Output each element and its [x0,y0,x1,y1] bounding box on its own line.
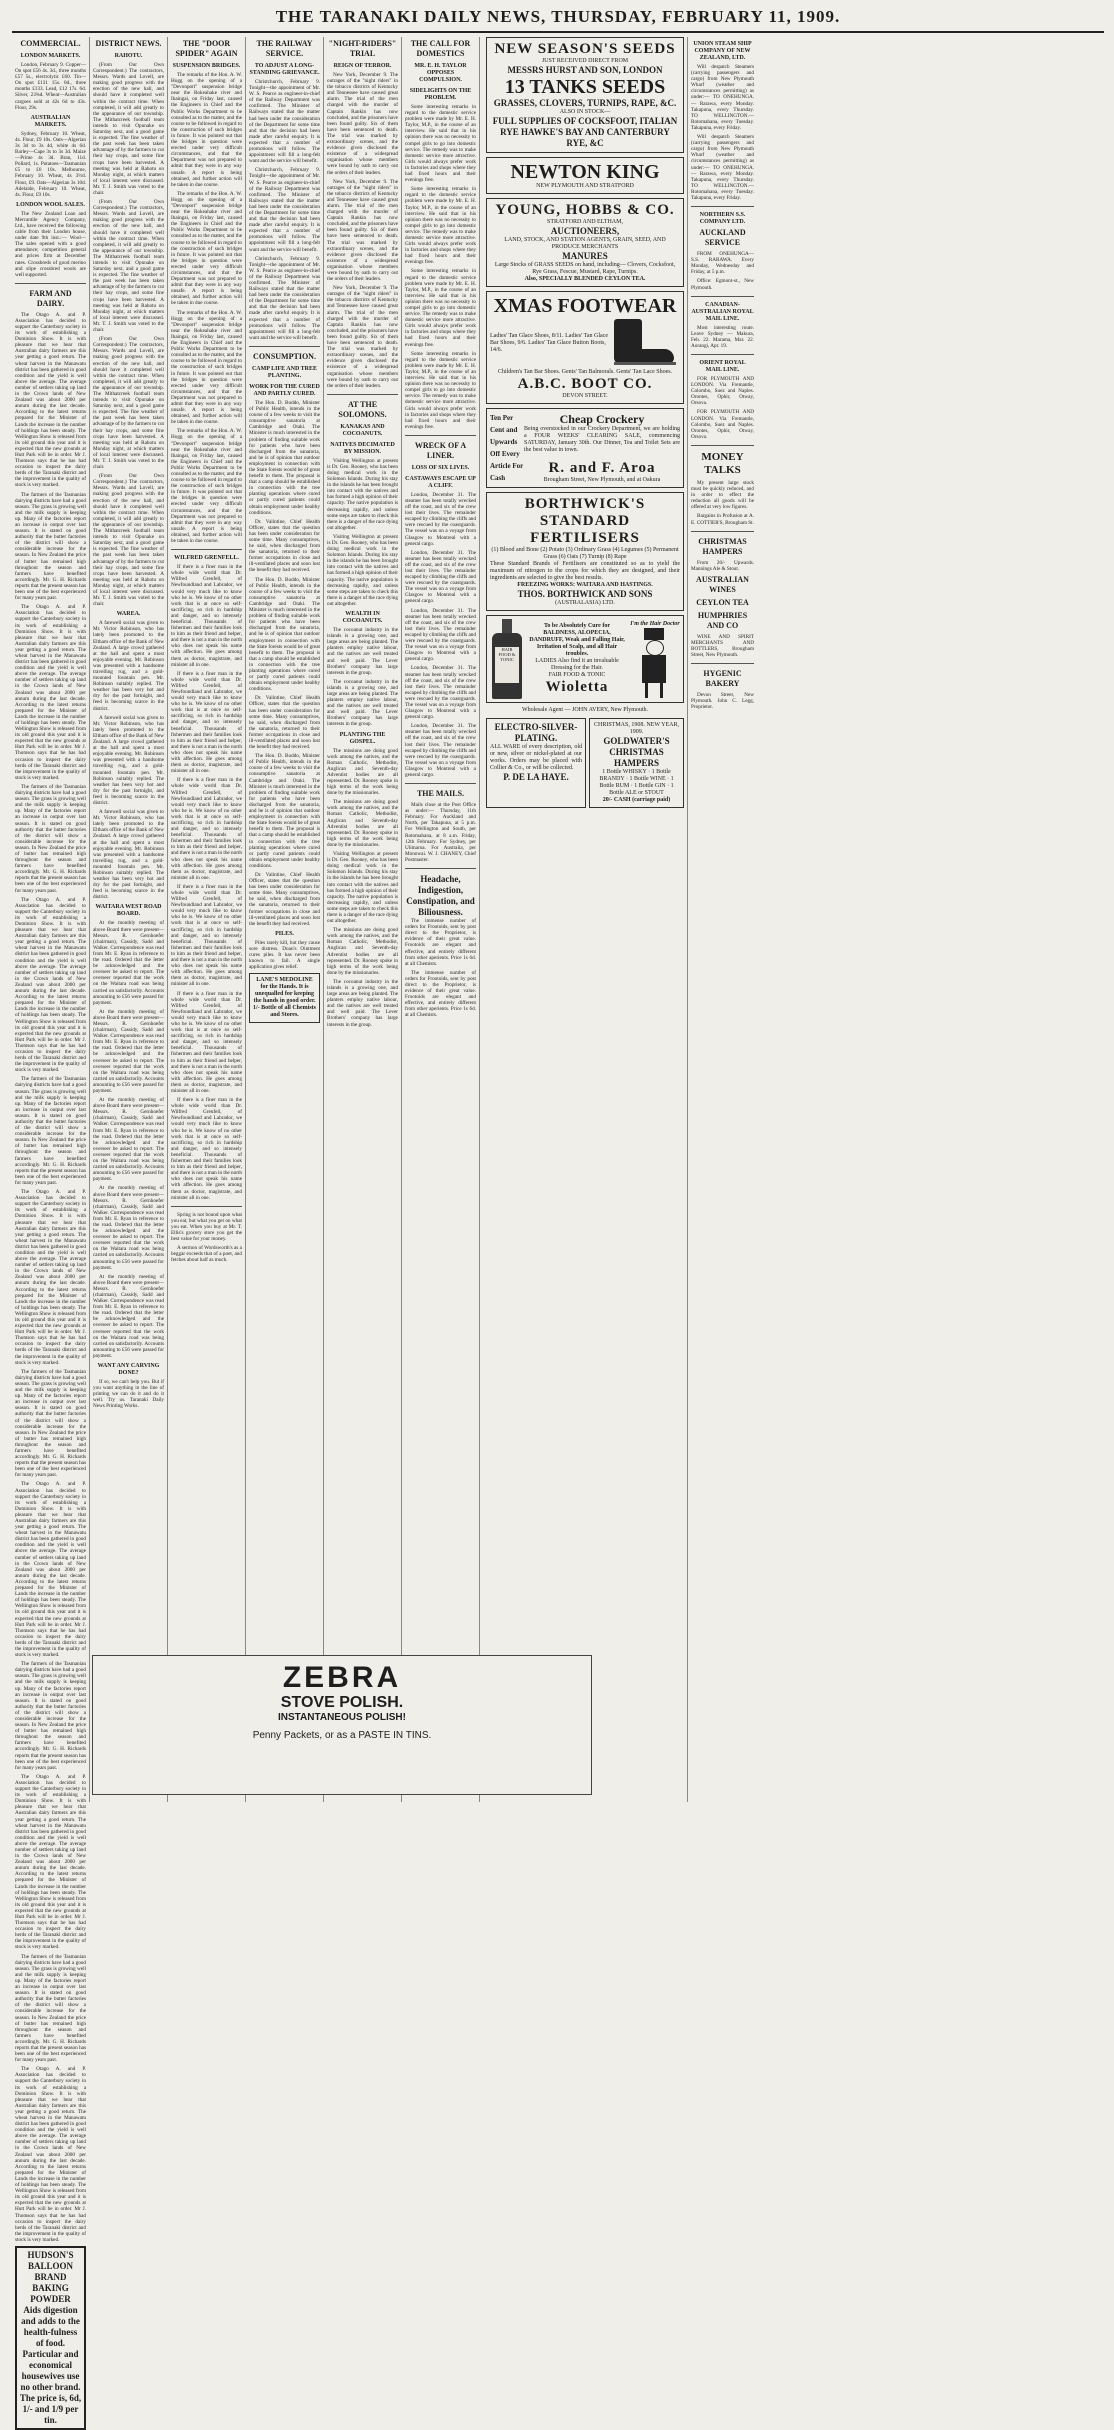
headline: WRECK OF A LINER. [414,440,467,460]
headline: DISTRICT NEWS. [95,39,162,48]
subhead: LOSS OF SIX LIVES. [411,464,470,471]
article-text: At the monthly meeting of above Board there were present—Messrs. R. Gernhoefer (chairman), Cassidy, Sadd and Walker. Correspondence was read from Mr. E. Ryan in reference to the road. Ordered that the letter be acknowledged and the overseer be asked to report. The overseer reported that the work on the Waitara road was being carried on satisfactorily. Accounts amounting to £56 were passed for payment. [93,1097,164,1183]
article-text: WINE AND SPIRIT MERCHANTS AND BOTTLERS, Brougham Street, New Plymouth. [691,633,754,659]
article-text: Piles rarely kill, but they cause sore distress. Doan's Ointment cures piles. It has never been known to fail. A single application gives relief. [249,939,320,971]
subhead: CANADIAN-AUSTRALIAN ROYAL MAIL LINE. [691,301,754,322]
article-text: Christchurch, February 9. Tonight—the appointment of Mr. W. S. Pearce as engineer-in-chief of the Railway Department was confirmed. The Minister of Railways stated that the matter had been under the consideration of the Department for some time and that the decision had been made after careful enquiry. It is expected that a number of promotions will follow. The appointment will fill a long-felt want and the service will benefit. [249,167,320,253]
ad-title: YOUNG, HOBBS & CO. [495,202,675,218]
headline: THE "DOOR SPIDER" AGAIN [175,39,238,58]
ad-title: 13 TANKS SEEDS [504,76,666,98]
article-text: The immense number of orders for Frootoids, sent by post direct to the Proprietor, is evidence of their great value. Frootoids are elegant and effective, and entirely different from other aperients. Price 1s 6d. at all Chemists. [405,969,476,1019]
subhead: TO ADJUST A LONG-STANDING GRIEVANCE. [249,63,320,76]
article-text: The cocoanut industry in the islands is a growing one, and large areas are being planted. The planters employ native labour, and the natives are well treated and well paid. The Lever Brothers' company has large interests in the group. [327,678,398,728]
article-text: The farmers of the Tasmanian dairying districts have had a good season. The grass is growing well and the milk supply is keeping up. Many of the factories report an increase in output over last season. It is stated on good authority that the butter factories of the district will show a considerable increase for the season. In New Zealand the price of butter has remained high throughout the season and farmers have benefited accordingly. Mr. G. H. Richards reports that the present season has been one of the best experienced for many years past. [15,1076,86,1186]
ad-title: HUDSON'S BALLOON [27,2249,74,2271]
column-district-news [90,37,168,1802]
article-text: FROM ONEHUNGA— S.S. RARAWA. Every Monday, Wednesday and Friday, at 5 p.m. [691,251,754,276]
article-text: London, December 31. The steamer has been totally wrecked off the coast, and six of the crew lost their lives. The remainder escaped by climbing the cliffs and were rescued by the coastguards. The vessel was on a voyage from Glasgow to Montreal with a general cargo. [405,549,476,605]
ad-title: STOVE POLISH. [280,1694,404,1711]
ad-title: Wioletta [545,678,609,695]
subhead: RAHOTU. [114,53,143,59]
article-text: Visiting Wellington at present is Dr. Geo. Rooney, who has been doing medical work in the Solomon Islands. During his stay in the islands he has been brought into contact with the natives and has formed a high opinion of their capacity. The native population is decreasing rapidly, and unless some steps are taken to check this there is a danger of the race dying out altogether. [327,457,398,531]
subhead: KANAKAS AND COCOANUTS. [340,423,385,437]
ad-text: LADIES Also find it an invaluable Dressing for the Hair. [535,657,619,671]
subhead: ORIENT ROYAL MAIL LINE. [699,360,746,373]
column-domestics [402,37,480,1802]
subhead: WEALTH IN COCOANUTS. [342,611,383,625]
article-text: Bargains in Profusion at A. E. COTTIER'S, Brougham St. [691,513,754,526]
article-text: Some interesting remarks in regard to the domestic service problem were made by Mr. E. H. Taylor, M.P., in the course of an interview. He said that in his opinion there was no necessity to compel girls to go into domestic service. The remedy was to make domestic service more attractive. Girls would always prefer work in factories and shops where they had fixed hours and their evenings free. [405,350,476,430]
ad-title: P. DE LA HAYE. [503,772,569,782]
headline: THE RAILWAY SERVICE. [256,39,313,58]
article-text: The farmers of the Tasmanian dairying districts have had a good season. The grass is growing well and the milk supply is keeping up. Many of the factories report an increase in output over last season. It is stated on good authority that the butter factories of the district will show a considerable increase for the season. In New Zealand the price of butter has remained high throughout the season and farmers have benefited accordingly. Mr. G. H. Richards reports that the present season has been one of the best experienced for many years past. [15,1368,86,1479]
ad-side-text: Ten Per Cent and Upwards Off Every Article For Cash [490,414,524,482]
divider [691,354,754,355]
article-text: The missions are doing good work among the natives, and the Roman Catholic, Methodist, Anglican and Seventh-day Adventist bodies are all represented. Dr. Rooney spoke in high terms of the work being done by the missionaries. [327,927,398,976]
article-text: New York, December 9. The outrages of the "night riders" in the tobacco districts of Kentucky and Tennessee have caused great alarm. The trial of the men charged with the murder of Captain Rankin has now concluded, and the prisoners have been found guilty. Six of them have been sentenced to death. The trial was marked by extraordinary scenes, and the evidence given disclosed the existence of a widespread organisation whose members were bound by oath to carry out the orders of their leaders. [327,178,398,283]
article-text: If there is a finer man in the whole wide world than Dr. Wilfred Grenfell, of Newfoundland and Labrador, we would very much like to know who he is. We know of no other work that is at once so self-sacrificing, so rich in hardship and danger, and so intensely beneficial. Thousands of fishermen and their families look to him as their friend and helper, and there is not a man in the north who does not speak his name with affection. He goes among them as doctor, magistrate, and minister all in one. [171,670,242,775]
article-text: London, December 31. The steamer has been totally wrecked off the coast, and six of the crew lost their lives. The remainder escaped by climbing the cliffs and were rescued by the coastguards. The vessel was on a voyage from Glasgow to Montreal with a general cargo. [405,607,476,663]
article-text: The cocoanut industry in the islands is a growing one, and large areas are being planted. The planters employ native labour, and the natives are well treated and well paid. The Lever Brothers' company has large interests in the group. [327,627,398,676]
article-text: The immense number of orders for Frootoids, sent by post direct to the Proprietor, is evidence of their great value. Frootoids are elegant and effective, and entirely different from other aperients. Price 1s 6d. at all Chemists. [405,918,476,967]
ad-title: Headache, Indigestion, Constipation, and Biliousness. [406,874,475,918]
ad-text: ALL WARE of every description, old or new, silver or nickel-plated at our works. Orders may be placed with Collier & Co., or will be collected. [490,744,582,771]
subhead: REIGN OF TERROR. [333,63,392,69]
article-text: London, December 31. The steamer has been totally wrecked off the coast, and six of the crew lost their lives. The remainder escaped by climbing the cliffs and were rescued by the coastguards. The vessel was on a voyage from Glasgow to Montreal with a general cargo. [405,665,476,721]
hair-tonic-ad [486,615,684,703]
ad-title: ELECTRO-SILVER-PLATING. [494,722,578,743]
headline: CHRISTMAS HAMPERS [698,536,747,556]
ad-text: Aids digestion and adds to the health-fulness of food. Particular and economical housewives use no other brand. The price is, 6d, 1/- and 1/9 per tin. [19,2304,82,2425]
ad-text: Children's Tan Bar Shoes. Gents' Tan Balmorals. Gents' Tan Lace Shoes. [497,369,673,375]
article-text: At the monthly meeting of above Board there were present—Messrs. R. Gernhoefer (chairman), Cassidy, Sadd and Walker. Correspondence was read from Mr. E. Ryan in reference to the road. Ordered that the letter be acknowledged and the overseer be asked to report. The overseer reported that the work on the Waitara road was being carried on satisfactorily. Accounts amounting to £56 were passed for payment. [93,1008,164,1094]
headline: CONSUMPTION. [253,351,316,361]
article-text: The Hon. D. Buddo, Minister of Public Health, intends in the course of a few weeks to visit the consumptive sanatoria at Cambridge and Otaki. The Minister is much interested in the problem of finding suitable work for patients who have been discharged from the sanatoria, and he is of opinion that outdoor employment in connection with the State forests would be of great benefit to them. The proposal is that a camp should be established in connection with the tree planting operations where cured or partly cured patients could obtain employment under healthy conditions. [249,399,320,516]
divider [691,296,754,297]
article-text: New York, December 9. The outrages of the "night riders" in the tobacco districts of Kentucky and Tennessee have caused great alarm. The trial of the men charged with the murder of Captain Rankin has now concluded, and the prisoners have been found guilty. Six of them have been sentenced to death. The trial was marked by extraordinary scenes, and the evidence given disclosed the existence of a widespread organisation whose members were bound by oath to carry out the orders of their leaders. [327,285,398,389]
article-text: From 20/- Upwards. Mannings Ale & Stout. [691,559,754,572]
article-text: If so, we can't help you. But if you want anything in the line of printing we can do it and do it well. Try us. Taranaki Daily News Printing Works. [93,1379,164,1410]
article-text: If there is a finer man in the whole wide world than Dr. Wilfred Grenfell, of Newfoundland and Labrador, we would very much like to know who he is. We know of no other work that is at once so self-sacrificing, so rich in hardship and danger, and so intensely beneficial. Thousands of fishermen and their families look to him as their friend and helper, and there is not a man in the north who does not speak his name with affection. He goes among them as doctor, magistrate, and minister all in one. [171,777,242,881]
ad-text: FULL SUPPLIES OF COCKSFOOT, ITALIAN RYE HAWKE'S BAY AND CANTERBURY RYE, &C [492,116,678,148]
headline: FARM AND DAIRY. [29,288,72,308]
ad-text: ALSO IN STOCK— [559,109,611,115]
ad-text: INSTANTANEOUS POLISH! [278,1712,406,1723]
goldwater-ad [589,718,684,808]
subhead: WAREA. [116,611,141,618]
article-text: Sydney, February 10. Wheat, 4s. Flour, £9 10s. Oats—Algerian 3s 3d to 3s 4d, white 4s 6d. Barley—Cape 3s to 3s 3d. Maize—Prime 4s 3d. Bran, 11d. Pollard, 1s. Potatoes—Tasmanian £5 to £6 10s. Melbourne, February 10. Wheat, 4s 3½d. Flour, £9. Oats—Algerian 3s 10d. Adelaide, February 10. Wheat, 4s. Flour, £9 10s. [15,130,86,198]
ad-text: Wholesale Agent — JOHN AVERY, New Plymouth. [521,707,649,713]
article-text: Some interesting remarks in regard to the domestic service problem were made by Mr. E. H. Taylor, M.P., in the course of an interview. He said that in his opinion there was no necessity to compel girls to go into domestic service. The remedy was to make domestic service more attractive. Girls would always prefer work in factories and shops where they had fixed hours and their evenings free. [405,268,476,348]
subhead: PLANTING THE GOSPEL. [339,731,386,745]
subhead: PILES. [275,930,294,937]
ad-title: R. and F. Aroa [548,460,656,476]
headline: HUMPHRIES AND CO [697,610,748,630]
ad-body [490,317,680,369]
article-text: The remarks of the Hon. A. W. Hogg on the opening of a "Devonport" suspension bridge near the Rokeahake river and Ihaingai, on Friday last, caused the Engineers in Chief and the Public Works Department to be consulted as to the matter, and the course to be followed in regard to the construction of such bridges in future. It was pointed out that the bridges in question were erected under very difficult circumstances, and that the Department was not prepared to admit that they were in any way unsafe. A report is being obtained, and further action will be taken in due course. [171,309,242,426]
article-text: Dr. Valintine, Chief Health Officer, states that the question has been under consideration for some time. Many consumptives, he said, when discharged from the sanatoria, returned to their former occupations in close and ill-ventilated places and soon lost the benefit they had received. [249,518,320,574]
ad-text: Also, SPECIALLY BLENDED CEYLON TEA. [524,276,646,282]
ad-text: To be Absolutely Cure for BALDNESS, ALOPECIA, DANDRUFF, Weak and Falling Hair, Irritation of Scalp, and all Hair troubles. [529,622,625,657]
ad-title: BRAND BAKING POWDER [30,2271,71,2304]
medoline-ad [249,973,320,1023]
ad-text: AUCTIONEERS, [550,226,620,236]
headline: "NIGHT-RIDERS" TRIAL [328,39,397,58]
subhead: NATIVES DECIMATED BY MISSION. [330,441,395,455]
subhead: LONDON MARKETS. [20,53,81,59]
column-shipping [688,37,757,1802]
seeds-ad [486,37,684,153]
article-text: Some interesting remarks in regard to the domestic service problem were made by Mr. E. H. Taylor, M.P., in the course of an interview. He said that in his opinion there was no necessity to compel girls to go into domestic service. The remedy was to make domestic service more attractive. Girls would always prefer work in factories and shops where they had fixed hours and their evenings free. [405,104,476,184]
ad-text: FAIR FOOD & TONIC [548,671,606,678]
article-text: London, December 31. The steamer has been totally wrecked off the coast, and six of the crew lost their lives. The remainder escaped by climbing the cliffs and were rescued by the coastguards. The vessel was on a voyage from Glasgow to Montreal with a general cargo. [405,491,476,547]
article-text: The cocoanut industry in the islands is a growing one, and large areas are being planted. The planters employ native labour, and the natives are well treated and well paid. The Lever Brothers' company has large interests in the group. [327,978,398,1028]
ad-title: BORTHWICK'S [524,496,646,512]
article-text: Dr. Valintine, Chief Health Officer, states that the question has been under consideration for some time. Many consumptives, he said, when discharged from the sanatoria, returned to their former occupations in close and ill-ventilated places and soon lost the benefit they had received. [249,695,320,751]
divider [405,868,476,869]
article-text: London, February 9. Copper—On spot £56 4s. 3d., three months £57 5s., electrolytic £60. Tin—On spot £131 15s. 0d., three months £133. Lead, £12 17s. 6d. Silver, 23¾d. Wheat—Australian cargoes sold at 42s 6d to 43s. Flour, 29s. [15,62,86,111]
article-text: The missions are doing good work among the natives, and the Roman Catholic, Methodist, Anglican and Seventh-day Adventist bodies are all represented. Dr. Rooney spoke in high terms of the work being done by the missionaries. [327,799,398,848]
divider [691,531,754,532]
bottom-ads [486,718,684,812]
article-text: The Otago A. and P. Association has decided to support the Canterbury society in its work of establishing a Dominion Show. It is with pleasure that we hear that Australian dairy farmers are this year getting a good return. The wheat harvest in the Manawatu district has been gathered in good condition and the yield is well above the average. The average number of settlers taking up land in the Crown lands of New Zealand was about 2000 per annum during the last decade. According to the latest returns prepared for the Minister of Lands the increase in the number of holdings has been steady. The Wellington Show is released from its old ground this year and it is expected that the new grounds at Hutt Park will be in order. Mr J. Thomson says that he has had occasion to inspect the dairy herds of the Taranaki district and the improvement in the quality of stock is very marked. [15,1773,86,1951]
article-text: Most interesting route. Leave Sydney — Makura, Feb. 22. Marama, Mar. 22. Aorangi, Apr. 19. [691,324,754,349]
article-text: Will despatch Steamers (carrying passengers and cargo) from New Plymouth Wharf (weather and circumstances permitting) as under:— TO ONEHUNGA.— Rarawa, every Monday. Takapuna, every Thursday. TO WELLINGTON.— Rotomahana, every Tuesday. Takapuna, every Friday. [691,134,754,201]
article-text: If there is a finer man in the whole wide world than Dr. Wilfred Grenfell, of Newfoundland and Labrador, we would very much like to know who he is. We know of no other work that is at once so self-sacrificing, so rich in hardship and danger, and so intensely beneficial. Thousands of fishermen and their families look to him as their friend and helper, and there is not a man in the north who does not speak his name with affection. He goes among them as doctor, magistrate, and minister all in one. [171,1097,242,1201]
article-text: The Otago A. and P. Association has decided to support the Canterbury society in its work of establishing a Dominion Show. It is with pleasure that we hear that Australian dairy farmers are this year getting a good return. The wheat harvest in the Manawatu district has been gathered in good condition and the yield is well above the average. The average number of settlers taking up land in the Crown lands of New Zealand was about 2000 per annum during the last decade. According to the latest returns prepared for the Minister of Lands the increase in the number of holdings has been steady. The Wellington Show is released from its old ground this year and it is expected that the new grounds at Hutt Park will be in order. Mr J. Thomson says that he has had occasion to inspect the dairy herds of the Taranaki district and the improvement in the quality of stock is very marked. [15,2066,86,2243]
ad-text: I'm the Hair Doctor [630,620,680,627]
article-text: The remarks of the Hon. A. W. Hogg on the opening of a "Devonport" suspension bridge near the Rokeahake river and Ihaingai, on Friday last, caused the Engineers in Chief and the Public Works Department to be consulted as to the matter, and the course to be followed in regard to the construction of such bridges in future. It was pointed out that the bridges in question were erected under very difficult circumstances, and that the Department was not prepared to admit that they were in any way unsafe. A report is being obtained, and further action will be taken in due course. [171,190,242,307]
ad-text: CHRISTMAS, 1908. NEW YEAR, 1909. [593,722,679,735]
subhead: WORK FOR THE CURED AND PARTLY CURED. [249,383,320,397]
ad-text: FREEZING WORKS: WAITARA AND HASTINGS. [517,582,653,588]
article-text: The remarks of the Hon. A. W. Hogg on the opening of a "Devonport" suspension bridge near the Rokeahake river and Ihaingai, on Friday last, caused the Engineers in Chief and the Public Works Department to be consulted as to the matter, and the course to be followed in regard to the construction of such bridges in future. It was pointed out that the bridges in question were erected under very difficult circumstances, and that the Department was not prepared to admit that they were in any way unsafe. A report is being obtained, and further action will be taken in due course. [171,72,242,188]
article-text: The Hon. D. Buddo, Minister of Public Health, intends in the course of a few weeks to visit the consumptive sanatoria at Cambridge and Otaki. The Minister is much interested in the problem of finding suitable work for patients who have been discharged from the sanatoria, and he is of opinion that outdoor employment in connection with the State forests would be of great benefit to them. The proposal is that a camp should be established in connection with the tree planting operations where cured or partly cured patients could obtain employment under healthy conditions. [249,753,320,869]
subhead: UNION STEAM SHIP COMPANY OF NEW ZEALAND, LTD. [693,41,752,61]
masthead: THE TARANAKI DAILY NEWS, THURSDAY, FEBRUARY 11, 1909. [12,6,1104,33]
article-text: Dr. Valintine, Chief Health Officer, states that the question has been under consideration for some time. Many consumptives, he said, when discharged from the sanatoria, returned to their former occupations in close and ill-ventilated places and soon lost the benefit they had received. [249,871,320,927]
ad-text: Penny Packets, or as a PASTE IN TINS. [252,1730,432,1741]
article-text: If there is a finer man in the whole wide world than Dr. Wilfred Grenfell, of Newfoundland and Labrador, we would very much like to know who he is. We know of no other work that is at once so self-sacrificing, so rich in hardship and danger, and so intensely beneficial. Thousands of fishermen and their families look to him as their friend and helper, and there is not a man in the north who does not speak his name with affection. He goes among them as doctor, magistrate, and minister all in one. [171,883,242,988]
article-text: At the monthly meeting of above Board there were present—Messrs. R. Gernhoefer (chairman), Cassidy, Sadd and Walker. Correspondence was read from Mr. E. Ryan in reference to the road. Ordered that the letter be acknowledged and the overseer be asked to report. The overseer reported that the work on the Waitara road was being carried on satisfactorily. Accounts amounting to £56 were passed for payment. [93,920,164,1006]
column-commercial [12,37,90,2425]
ad-text: 1 Bottle WHISKY · 1 Bottle BRANDY · 1 Bottle WINE · 1 Bottle RUM · 1 Bottle GIN · 1 Bottle ALE or STOUT [599,769,674,796]
article-text: The New Zealand Loan and Mercantile Agency Company, Ltd., have received the following cable from their London house, under date 9th inst.:— Wool—The sales opened with a good attendance; competition general and prices firm at December rates. Crossbreds of good merino and slipe crossbred wools are well supported. [15,210,86,278]
balloon-powder-ad [15,2246,86,2430]
subhead: LONDON WOOL SALES. [16,201,85,208]
ad-text: Brougham Street, New Plymouth, and at Oakura [543,477,661,483]
article-text: (From Our Own Correspondent.) The contractors, Messrs. Wards and Lovell, are making good progress with the erection of the new hall, and should have it completed well within the contract time. When completed, it will add greatly to the appearance of our township. The Mithatcreek football team intends to visit Opunake on Saturday next, and a good game is expected. The fine weather of the past week has been taken advantage of by the farmers to cut their hay crops, and some fine crops have been harvested. A meeting was held at Rahotu on Monday night, at which matters of local interest were discussed. Mr. T. J. Smith was voted to the chair. [93,199,164,334]
article-text: (From Our Own Correspondent.) The contractors, Messrs. Wards and Lovell, are making good progress with the erection of the new hall, and should have it completed well within the contract time. When completed, it will add greatly to the appearance of our township. The Mithatcreek football team intends to visit Opunake on Saturday next, and a good game is expected. The fine weather of the past week has been taken advantage of by the farmers to cut their hay crops, and some fine crops have been harvested. A meeting was held at Rahotu on Monday night, at which matters of local interest were discussed. Mr. T. J. Smith was voted to the chair. [93,62,164,196]
subhead: SUSPENSION BRIDGES. [172,63,241,69]
subhead: WAITARA WEST ROAD BOARD. [95,904,162,918]
divider [171,1206,242,1207]
article-text: FOR PLYMOUTH AND LONDON. Via Fremantle, Colombo, Suez and Naples. Orontes, Ophir, Otway, Orsova. [691,376,754,407]
ad-text: NEW PLYMOUTH AND STRATFORD [536,183,634,189]
boot-icon [610,319,680,367]
article-text: Office: Egmont-st., New Plymouth. [691,278,754,291]
article-text: Visiting Wellington at present is Dr. Geo. Rooney, who has been doing medical work in the Solomon Islands. During his stay in the islands he has been brought into contact with the natives and has formed a high opinion of their capacity. The native population is decreasing rapidly, and unless some steps are taken to check this there is a danger of the race dying out altogether. [327,533,398,607]
article-text: The Otago A. and P. Association has decided to support the Canterbury society in its work of establishing a Dominion Show. It is with pleasure that we hear that Australian dairy farmers are this year getting a good return. The wheat harvest in the Manawatu district has been gathered in good condition and the yield is well above the average. The average number of settlers taking up land in the Crown lands of New Zealand was about 2000 per annum during the last decade. According to the latest returns prepared for the Minister of Lands the increase in the number of holdings has been steady. The Wellington Show is released from its old ground this year and it is expected that the new grounds at Hutt Park will be in order. Mr J. Thomson says that he has had occasion to inspect the dairy herds of the Taranaki district and the improvement in the quality of stock is very marked. [15,1189,86,1366]
ad-title: CHRISTMAS HAMPERS [609,747,664,768]
headline: HYGENIC BAKERY [703,669,742,689]
zebra-polish-ad [92,1655,592,1795]
headline: CEYLON TEA [696,597,749,607]
ad-title: NEW SEASON'S SEEDS [494,41,676,57]
divider [327,394,398,395]
ad-text: (AUSTRALASIA) LTD. [555,600,615,606]
article-text: A sermon of Wordsworth's as a beggar exceeds that of a poet, and fetches about half as much. [171,1245,242,1264]
article-text: FOR PLYMOUTH AND LONDON. Via Fremantle, Colombo, Suez and Naples. Orontes, Ophir, Otway, Orsova. [691,409,754,440]
doctor-figure-icon [632,628,678,698]
divider [691,663,754,664]
divider [249,346,320,347]
article-text: A farewell social was given to Mr. Victor Robinson, who has lately been promoted to the Eltham office of the Bank of New Zealand. A large crowd gathered at the hall and spent a most enjoyable evening. Mr. Robinson was presented with a handsome travelling rug, and a gold-mounted fountain pen. Mr. Robinson suitably replied. The weather has been very hot and dry for the past fortnight, and feed is becoming scarce in the district. [93,809,164,901]
crockery-ad [486,408,684,488]
column-door-spider [168,37,246,1802]
newton-king-ad [486,157,684,194]
article-text: At the monthly meeting of above Board there were present—Messrs. R. Gernhoefer (chairman), Cassidy, Sadd and Walker. Correspondence was read from Mr. E. Ryan in reference to the road. Ordered that the letter be acknowledged and the overseer be asked to report. The overseer reported that the work on the Waitara road was being carried on satisfactorily. Accounts amounting to £56 were passed for payment. [93,1185,164,1271]
ad-title: THOS. BORTHWICK AND SONS [517,589,653,599]
ad-text: These Standard Brands of Fertilisers are constituted so as to yield the maximum of nitrogen to the crops for which they are designed, and their ingredients are selected to give the best results. [490,561,680,581]
ad-text: MANURES [562,251,608,261]
article-text: The farmers of the Tasmanian dairying districts have had a good season. The grass is growing well and the milk supply is keeping up. Many of the factories report an increase in output over last season. It is stated on good authority that the butter factories of the district will show a considerable increase for the season. In New Zealand the price of butter has remained high throughout the season and farmers have benefited accordingly. Mr. G. H. Richards reports that the present season has been one of the best experienced for many years past. [15,491,86,602]
subhead: WANT ANY CARVING DONE? [97,1363,160,1377]
article-text: The Hon. D. Buddo, Minister of Public Health, intends in the course of a few weeks to visit the consumptive sanatoria at Cambridge and Otaki. The Minister is much interested in the problem of finding suitable work for patients who have been discharged from the sanatoria, and he is of opinion that outdoor employment in connection with the State forests would be of great benefit to them. The proposal is that a camp should be established in connection with the tree planting operations where cured or partly cured patients could obtain employment under healthy conditions. [249,576,320,693]
hair-doctor [630,621,680,698]
article-text: If there is a finer man in the whole wide world than Dr. Wilfred Grenfell, of Newfoundland and Labrador, we would very much like to know who he is. We know of no other work that is at once so self-sacrificing, so rich in hardship and danger, and so intensely beneficial. Thousands of fishermen and their families look to him as their friend and helper, and there is not a man in the north who does not speak his name with affection. He goes among them as doctor, magistrate, and minister all in one. [171,564,242,668]
article-text: The Otago A. and P. Association has decided to support the Canterbury society in its work of establishing a Dominion Show. It is with pleasure that we hear that Australian dairy farmers are this year getting a good return. The wheat harvest in the Manawatu district has been gathered in good condition and the yield is well above the average. The average number of settlers taking up land in the Crown lands of New Zealand was about 2000 per annum during the last decade. According to the latest returns prepared for the Minister of Lands the increase in the number of holdings has been steady. The Wellington Show is released from its old ground this year and it is expected that the new grounds at Hutt Park will be in order. Mr J. Thomson says that he has had occasion to inspect the dairy herds of the Taranaki district and the improvement in the quality of stock is very marked. [15,1481,86,1659]
subhead: WILFRED GRENFELL. [174,555,239,562]
ad-title: GOLDWATER'S [603,736,670,746]
subhead: SIDELIGHTS ON THE PROBLEM. [409,88,472,101]
article-text: The Otago A. and P. Association has decided to support the Canterbury society in its work of establishing a Dominion Show. It is with pleasure that we hear that Australian dairy farmers are this year getting a good return. The wheat harvest in the Manawatu district has been gathered in good condition and the yield is well above the average. The average number of settlers taking up land in the Crown lands of New Zealand was about 2000 per annum during the last decade. According to the latest returns prepared for the Minister of Lands the increase in the number of holdings has been steady. The Wellington Show is released from its old ground this year and it is expected that the new grounds at Hutt Park will be in order. Mr J. Thomson says that he has had occasion to inspect the dairy herds of the Taranaki district and the improvement in the quality of stock is very marked. [15,604,86,781]
ad-text: STRATFORD AND ELTHAM, [547,219,623,225]
article-text: A farewell social was given to Mr. Victor Robinson, who has lately been promoted to the Eltham office of the Bank of New Zealand. A large crowd gathered at the hall and spent a most enjoyable evening. Mr. Robinson was presented with a handsome travelling rug, and a gold-mounted fountain pen. Mr. Robinson suitably replied. The weather has been very hot and dry for the past fortnight, and feed is becoming scarce in the district. [93,714,164,806]
ad-title: Cheap Crockery [559,412,645,426]
electro-plating-ad [486,718,586,808]
ad-text: LAND, STOCK, AND STATION AGENTS, GRAIN, SEED, AND PRODUCE MERCHANTS [504,237,666,250]
article-text: The farmers of the Tasmanian dairying districts have had a good season. The grass is growing well and the milk supply is keeping up. Many of the factories report an increase in output over last season. It is stated on good authority that the butter factories of the district will show a considerable increase for the season. In New Zealand the price of butter has remained high throughout the season and farmers have benefited accordingly. Mr. G. H. Richards reports that the present season has been one of the best experienced for many years past. [15,1953,86,2064]
article-text: Visiting Wellington at present is Dr. Geo. Rooney, who has been doing medical work in the Solomon Islands. During his stay in the islands he has been brought into contact with the natives and has formed a high opinion of their capacity. The native population is decreasing rapidly, and unless some steps are taken to check this there is a danger of the race dying out altogether. [327,851,398,925]
ad-text: GRASSES, CLOVERS, TURNIPS, RAPE, &C. [493,98,677,108]
divider [171,549,242,550]
hair-body [524,623,630,696]
headline: THE CALL FOR DOMESTICS [410,39,471,58]
subhead: CAMP LIFE AND TREE PLANTING. [251,365,318,379]
article-text: (From Our Own Correspondent.) The contractors, Messrs. Wards and Lovell, are making good progress with the erection of the new hall, and should have it completed well within the contract time. When completed, it will add greatly to the appearance of our township. The Mithatcreek football team intends to visit Opunake on Saturday next, and a good game is expected. The fine weather of the past week has been taken advantage of by the farmers to cut their hay crops, and some fine crops have been harvested. A meeting was held at Rahotu on Monday night, at which matters of local interest were discussed. Mr. T. J. Smith was voted to the chair. [93,473,164,608]
subhead: AUSTRALIAN MARKETS. [30,114,71,128]
divider [405,435,476,436]
article-text: Some interesting remarks in regard to the domestic service problem were made by Mr. E. H. Taylor, M.P., in the course of an interview. He said that in his opinion there was no necessity to compel girls to go into domestic service. The remedy was to make domestic service more attractive. Girls would always prefer work in factories and shops where they had fixed hours and their evenings free. [405,186,476,266]
subhead: CASTAWAYS ESCAPE UP A CLIFF. [405,475,476,489]
subhead: NORTHERN S.S. COMPANY LTD. [699,212,746,226]
young-hobbs-ad [486,198,684,287]
crockery-body [524,412,680,484]
article-text: The Otago A. and P. Association has decided to support the Canterbury society in its work of establishing a Dominion Show. It is with pleasure that we hear that Australian dairy farmers are this year getting a good return. The wheat harvest in the Manawatu district has been gathered in good condition and the yield is well above the average. The average number of settlers taking up land in the Crown lands of New Zealand was about 2000 per annum during the last decade. According to the latest returns prepared for the Minister of Lands the increase in the number of holdings has been steady. The Wellington Show is released from its old ground this year and it is expected that the new grounds at Hutt Park will be in order. Mr J. Thomson says that he has had occasion to inspect the dairy herds of the Taranaki district and the improvement in the quality of stock is very marked. [15,896,86,1074]
article-text: The farmers of the Tasmanian dairying districts have had a good season. The grass is growing well and the milk supply is keeping up. Many of the factories report an increase in output over last season. It is stated on good authority that the butter factories of the district will show a considerable increase for the season. In New Zealand the price of butter has remained high throughout the season and farmers have benefited accordingly. Mr. G. H. Richards reports that the present season has been one of the best experienced for many years past. [15,783,86,894]
divider [405,783,476,784]
divider [691,445,754,446]
columns [12,37,1104,2425]
headline: MONEY TALKS [701,450,744,476]
article-text: The missions are doing good work among the natives, and the Roman Catholic, Methodist, Anglican and Seventh-day Adventist bodies are all represented. Dr. Rooney spoke in high terms of the work being done by the missionaries. [327,747,398,797]
column-night-riders [324,37,402,1802]
ad-area-main [483,37,688,1802]
article-text: The remarks of the Hon. A. W. Hogg on the opening of a "Devonport" suspension bridge near the Rokeahake river and Ihaingai, on Friday last, caused the Engineers in Chief and the Public Works Department to be consulted as to the matter, and the course to be followed in regard to the construction of such bridges in future. It was pointed out that the bridges in question were erected under very difficult circumstances, and that the Department was not prepared to admit that they were in any way unsafe. A report is being obtained, and further action will be taken in due course. [171,428,242,545]
advertisements [480,37,760,1802]
article-text: At the monthly meeting of above Board there were present—Messrs. R. Gernhoefer (chairman), Cassidy, Sadd and Walker. Correspondence was read from Mr. E. Ryan in reference to the road. Ordered that the letter be acknowledged and the overseer be asked to report. The overseer reported that the work on the Waitara road was being carried on satisfactorily. Accounts amounting to £56 were passed for payment. [93,1273,164,1359]
ad-title: NEWTON KING [510,161,660,183]
headline: COMMERCIAL. [20,39,81,48]
ad-title: STANDARD FERTILISERS [530,513,640,546]
article-text: (From Our Own Correspondent.) The contractors, Messrs. Wards and Lovell, are making good progress with the erection of the new hall, and should have it completed well within the contract time. When completed, it will add greatly to the appearance of our township. The Mithatcreek football team intends to visit Opunake on Saturday next, and a good game is expected. The fine weather of the past week has been taken advantage of by the farmers to cut their hay crops, and some fine crops have been harvested. A meeting was held at Rahotu on Monday night, at which matters of local interest were discussed. Mr. T. J. Smith was voted to the chair. [93,336,164,471]
article-text: Christchurch, February 9. Tonight—the appointment of Mr. W. S. Pearce as engineer-in-chief of the Railway Department was confirmed. The Minister of Railways stated that the matter had been under the consideration of the Department for some time and that the decision had been made after careful enquiry. It is expected that a number of promotions will follow. The appointment will fill a long-felt want and the service will benefit. [249,255,320,341]
ad-text: DEVON STREET. [562,393,608,399]
ad-text: Large Stocks of GRASS SEEDS on hand, including— Clovers, Cocksfoot, Rye Grass, Fescue, Mustard, Rape, Turnips. [494,262,676,275]
subhead: MR. E. H. TAYLOR OPPOSES COMPULSION. [414,63,467,83]
ad-text: LANE'S MEDOLINE for the Hands. It is unequalled for keeping the hands in good order. 1/- Bottle of all Chemists and Stores. [253,977,316,1019]
headline: AUSTRALIAN WINES [696,574,749,594]
article-text: The farmers of the Tasmanian dairying districts have had a good season. The grass is growing well and the milk supply is keeping up. Many of the factories report an increase in output over last season. It is stated on good authority that the butter factories of the district will show a considerable increase for the season. In New Zealand the price of butter has remained high throughout the season and farmers have benefited accordingly. Mr. G. H. Richards reports that the present season has been one of the best experienced for many years past. [15,1661,86,1771]
xmas-footwear-ad [486,291,684,404]
article-text: London, December 31. The steamer has been totally wrecked off the coast, and six of the crew lost their lives. The remainder escaped by climbing the cliffs and were rescued by the coastguards. The vessel was on a voyage from Glasgow to Montreal with a general cargo. [405,723,476,778]
ad-text: MESSRS HURST AND SON, LONDON [507,65,663,75]
ad-title: ZEBRA [282,1661,402,1694]
headline: AUCKLAND SERVICE [699,228,746,248]
ad-text: Being overstocked in our Crockery Department, we are holding a FOUR WEEKS' CLEARING SALE, commencing SATURDAY, January 30th. Our Dinner, Tea and Toilet Sets are the best value in town. [524,426,680,453]
divider [15,283,86,284]
ad-title: A.B.C. BOOT CO. [517,376,653,392]
divider [691,206,754,207]
ad-text: JUST RECEIVED DIRECT FROM [541,58,629,64]
ad-text: 20/- CASH (carriage paid) [602,797,671,803]
article-text: If there is a finer man in the whole wide world than Dr. Wilfred Grenfell, of Newfoundland and Labrador, we would very much like to know who he is. We know of no other work that is at once so self-sacrificing, so rich in hardship and danger, and so intensely beneficial. Thousands of fishermen and their families look to him as their friend and helper, and there is not a man in the north who does not speak his name with affection. He goes among them as doctor, magistrate, and minister all in one. [171,990,242,1094]
borthwick-ad [486,492,684,611]
ad-text: Ladies' Tan Glace Shoes, 8/11. Ladies' Tan Glace Bar Shoes, 9/6. Ladies' Tan Glace Button Boots, 14/6. [490,332,609,353]
article-text: My present large stock must be quickly reduced, and in order to effect the reduction all goods will be offered at very low figures. [691,479,754,511]
article-text: Spring is not bound upon what you eat, but what you get on what you eat. When you buy at Mr. T. Ellis's grocery store you get the best value for your money. [171,1211,242,1243]
article-text: Mails close at the Post Office as under:— Thursday, 11th February. For Auckland and North, per Takapuna, at 5 p.m. For Wellington and South, per Rotomahana, at 8 a.m. Friday, 12th February. For Sydney, per Ulimaroa. For Australia, per Monowai. W. J. CHANEY, Chief Postmaster. [405,802,476,863]
bottle-icon [490,619,524,699]
column-railway [246,37,324,1802]
article-text: The Otago A. and P. Association has decided to support the Canterbury society in its work of establishing a Dominion Show. It is with pleasure that we hear that Australian dairy farmers are this year getting a good return. The wheat harvest in the Manawatu district has been gathered in good condition and the yield is well above the average. The average number of settlers taking up land in the Crown lands of New Zealand was about 2000 per annum during the last decade. According to the latest returns prepared for the Minister of Lands the increase in the number of holdings has been steady. The Wellington Show is released from its old ground this year and it is expected that the new grounds at Hutt Park will be in order. Mr J. Thomson says that he has had occasion to inspect the dairy herds of the Taranaki district and the improvement in the quality of stock is very marked. [15,311,86,489]
article-text: Will despatch Steamers (carrying passengers and cargo) from New Plymouth Wharf (weather and circumstances permitting) as under:— TO ONEHUNGA.— Rarawa, every Monday. Takapuna, every Thursday. TO WELLINGTON.— Rotomahana, every Tuesday. Takapuna, every Friday. [691,64,754,131]
bottle-label: HAIR FOOD & TONIC [495,647,519,683]
headline: THE MAILS. [416,789,465,799]
article-text: Devon Street, New Plymouth. John C. Legg, Proprietor. [691,692,754,711]
article-text: New York, December 9. The outrages of the "night riders" in the tobacco districts of Kentucky and Tennessee have caused great alarm. The trial of the men charged with the murder of Captain Rankin has now concluded, and the prisoners have been found guilty. Six of them have been sentenced to death. The trial was marked by extraordinary scenes, and the evidence given disclosed the existence of a widespread organisation whose members were bound by oath to carry out the orders of their leaders. [327,72,398,176]
ad-title: XMAS FOOTWEAR [493,295,677,317]
article-text: Christchurch, February 9. Tonight—the appointment of Mr. W. S. Pearce as engineer-in-chief of the Railway Department was confirmed. The Minister of Railways stated that the matter had been under the consideration of the Department for some time and that the decision had been made after careful enquiry. It is expected that a number of promotions will follow. The appointment will fill a long-felt want and the service will benefit. [249,79,320,165]
ad-text: (1) Blood and Bone (2) Potato (3) Ordinary Grass (4) Legumes (5) Permanent Grass (6) Oats (7) Turnip (8) Rape [491,547,679,560]
article-text: A farewell social was given to Mr. Victor Robinson, who has lately been promoted to the Eltham office of the Bank of New Zealand. A large crowd gathered at the hall and spent a most enjoyable evening. Mr. Robinson was presented with a handsome travelling rug, and a gold-mounted fountain pen. Mr. Robinson suitably replied. The weather has been very hot and dry for the past fortnight, and feed is becoming scarce in the district. [93,620,164,712]
headline: AT THE SOLOMONS. [338,399,387,419]
